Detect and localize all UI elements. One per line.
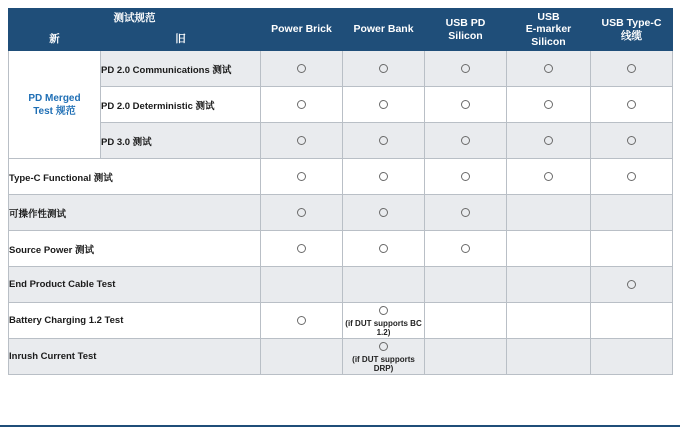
cell-typecfunc-usb-pd-silicon [425, 159, 507, 195]
table-row [9, 195, 673, 231]
row-label-pd20-deterministic: PD 2.0 Deterministic 测试 [101, 87, 261, 123]
cell-bc12-usb-pd-silicon [425, 303, 507, 339]
table-row [9, 303, 673, 339]
cell-pd20comm-usb-pd-silicon [425, 51, 507, 87]
table-header [9, 9, 673, 51]
cell-inrush-usb-emarker-silicon [507, 339, 591, 375]
table-row [9, 123, 673, 159]
cell-pd20det-usb-pd-silicon [425, 87, 507, 123]
header-product-usb-emarker-silicon-line1: USB [537, 11, 560, 24]
row-label-pd20-communications: PD 2.0 Communications 测试 [101, 51, 261, 87]
cell-pd20comm-power-brick [261, 51, 343, 87]
header-product-usb-emarker-silicon [507, 9, 591, 51]
mark-icon [507, 97, 590, 113]
mark-icon [425, 133, 506, 149]
cell-typecfunc-power-brick [261, 159, 343, 195]
header-product-usb-type-c-cable [591, 9, 673, 51]
table-row [9, 159, 673, 195]
cell-endcable-usb-type-c-cable [591, 267, 673, 303]
row-label-battery-charging-12-test: Battery Charging 1.2 Test [9, 303, 261, 339]
cell-pd20comm-power-bank [343, 51, 425, 87]
cell-operability-usb-type-c-cable [591, 195, 673, 231]
cell-operability-usb-pd-silicon [425, 195, 507, 231]
mark-icon [425, 61, 506, 77]
mark-icon [507, 133, 590, 149]
cell-pd20comm-usb-emarker-silicon [507, 51, 591, 87]
mark-icon [343, 97, 424, 113]
cell-inrush-usb-type-c-cable [591, 339, 673, 375]
row-label-end-product-cable-test: End Product Cable Test [9, 267, 261, 303]
cell-note-inrush-power-bank: (if DUT supports DRP) [352, 355, 415, 373]
bottom-divider [0, 425, 680, 427]
cell-inrush-power-bank [343, 339, 425, 375]
cell-endcable-usb-pd-silicon [425, 267, 507, 303]
cell-bc12-usb-emarker-silicon [507, 303, 591, 339]
cell-sourcepower-usb-emarker-silicon [507, 231, 591, 267]
header-product-usb-emarker-silicon-line2: E-marker [525, 23, 572, 36]
mark-icon [425, 169, 506, 185]
header-product-power-brick-label: Power Brick [271, 23, 332, 36]
header-product-usb-pd-silicon [425, 9, 507, 51]
mark-icon [591, 97, 672, 113]
row-label-pd30: PD 3.0 测试 [101, 123, 261, 159]
cell-endcable-usb-emarker-silicon [507, 267, 591, 303]
header-product-usb-pd-silicon-line1: USB PD [445, 17, 486, 30]
table-row [9, 51, 673, 87]
table-row [9, 87, 673, 123]
cell-operability-power-bank [343, 195, 425, 231]
mark-icon [591, 277, 672, 293]
table-row [9, 339, 673, 375]
mark-icon [261, 61, 342, 77]
cell-pd30-usb-emarker-silicon [507, 123, 591, 159]
mark-icon [507, 169, 590, 185]
mark-icon [261, 313, 342, 329]
cell-pd20det-power-bank [343, 87, 425, 123]
cell-pd20det-power-brick [261, 87, 343, 123]
cell-endcable-power-brick [261, 267, 343, 303]
cell-pd30-power-brick [261, 123, 343, 159]
cell-pd30-usb-pd-silicon [425, 123, 507, 159]
table-body [9, 51, 673, 375]
mark-icon [261, 205, 342, 221]
header-product-power-brick [261, 9, 343, 51]
mark-icon [591, 61, 672, 77]
row-label-inrush-current-test: Inrush Current Test [9, 339, 261, 375]
row-label-source-power: Source Power 测试 [9, 231, 261, 267]
row-label-operability: 可操作性测试 [9, 195, 261, 231]
cell-pd20comm-usb-type-c-cable [591, 51, 673, 87]
cell-typecfunc-usb-emarker-silicon [507, 159, 591, 195]
mark-icon [261, 133, 342, 149]
cell-sourcepower-usb-pd-silicon [425, 231, 507, 267]
cell-inrush-usb-pd-silicon [425, 339, 507, 375]
header-product-usb-type-c-cable-line2: 线缆 [621, 29, 642, 42]
cell-inrush-power-brick [261, 339, 343, 375]
row-group-pd-merged-test [9, 51, 101, 159]
row-group-pd-merged-test-line1: PD Merged [28, 92, 81, 104]
mark-icon [343, 133, 424, 149]
cell-bc12-power-bank [343, 303, 425, 339]
mark-icon [343, 241, 424, 257]
row-group-pd-merged-test-line2: Test 规范 [33, 105, 76, 117]
cell-note-bc12-power-bank: (if DUT supports BC 1.2) [345, 319, 422, 337]
mark-icon [343, 303, 424, 319]
header-spec-new: 新 [9, 29, 101, 51]
header-product-power-bank-label: Power Bank [353, 23, 414, 36]
cell-sourcepower-power-bank [343, 231, 425, 267]
header-product-power-bank [343, 9, 425, 51]
cell-pd20det-usb-type-c-cable [591, 87, 673, 123]
mark-icon [343, 61, 424, 77]
mark-icon [591, 169, 672, 185]
cell-pd30-power-bank [343, 123, 425, 159]
mark-icon [425, 97, 506, 113]
compliance-matrix-table [8, 8, 673, 375]
header-product-usb-emarker-silicon-line3: Silicon [531, 35, 566, 48]
header-product-usb-type-c-cable-line1: USB Type-C [601, 17, 662, 30]
mark-icon [343, 339, 424, 355]
cell-pd30-usb-type-c-cable [591, 123, 673, 159]
mark-icon [425, 241, 506, 257]
mark-icon [261, 169, 342, 185]
mark-icon [591, 133, 672, 149]
header-spec-group: 测试规范 [9, 9, 261, 29]
table-row [9, 267, 673, 303]
row-label-type-c-functional: Type-C Functional 测试 [9, 159, 261, 195]
header-product-usb-pd-silicon-line2: Silicon [448, 29, 483, 42]
mark-icon [343, 169, 424, 185]
header-spec-old: 旧 [101, 29, 261, 51]
cell-bc12-power-brick [261, 303, 343, 339]
mark-icon [507, 61, 590, 77]
cell-operability-usb-emarker-silicon [507, 195, 591, 231]
mark-icon [261, 97, 342, 113]
mark-icon [343, 205, 424, 221]
cell-typecfunc-power-bank [343, 159, 425, 195]
compliance-matrix-container [8, 8, 672, 375]
header-row-top [9, 9, 673, 29]
mark-icon [261, 241, 342, 257]
cell-operability-power-brick [261, 195, 343, 231]
cell-typecfunc-usb-type-c-cable [591, 159, 673, 195]
cell-bc12-usb-type-c-cable [591, 303, 673, 339]
cell-pd20det-usb-emarker-silicon [507, 87, 591, 123]
mark-icon [425, 205, 506, 221]
cell-sourcepower-usb-type-c-cable [591, 231, 673, 267]
cell-sourcepower-power-brick [261, 231, 343, 267]
table-row [9, 231, 673, 267]
cell-endcable-power-bank [343, 267, 425, 303]
